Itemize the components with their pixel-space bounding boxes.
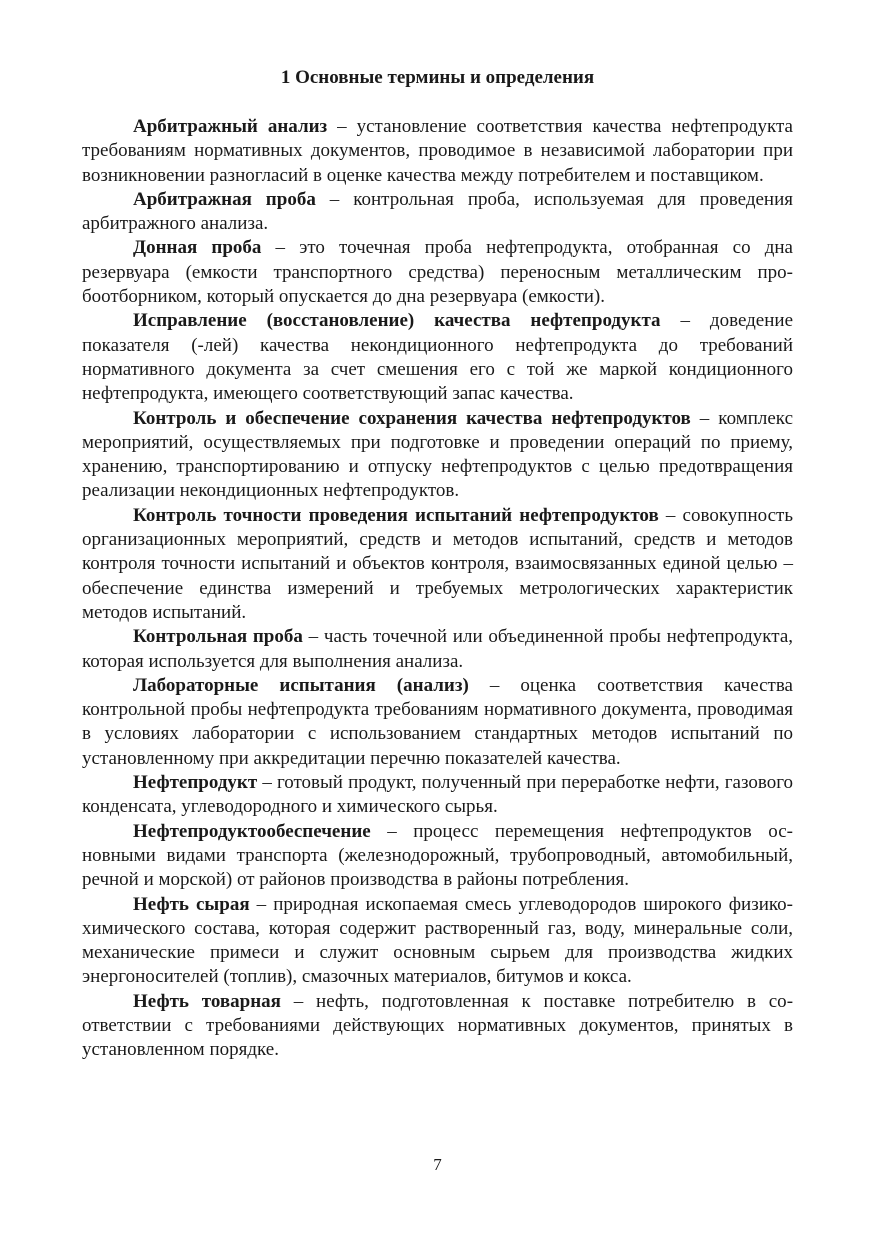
term-definition: установление соответствия качества нефтепродукта требованиям нормативных документов, проводимое в независимой лаборатории при возникновении разногласий в оценке качества между потребителем и поставщиком. bbox=[82, 116, 793, 186]
term-name: Контрольная проба bbox=[133, 626, 303, 648]
term-name: Контроль и обеспечение сохранения качества нефтепродуктов bbox=[133, 407, 691, 429]
term-separator: – bbox=[315, 188, 354, 210]
term-definition: контрольная проба, используемая для проведения арбитражного анализа. bbox=[82, 188, 793, 235]
term-name: Нефтепродукт bbox=[133, 772, 258, 794]
term-name: Арбитражная проба bbox=[133, 188, 316, 210]
term-separator: – bbox=[257, 772, 277, 794]
term-separator: – bbox=[660, 310, 710, 332]
term-definition: готовый продукт, полученный при переработке нефти, газового конденсата, углеводородного и химического сырья. bbox=[82, 772, 794, 818]
term-name: Нефтепродуктообеспечение bbox=[133, 820, 371, 842]
term-name: Контроль точности проведения испытаний нефтепродуктов bbox=[133, 504, 659, 526]
term-definition: совокупность организационных мероприятий, средств и методов испытаний, средств и методов контроля точности испытаний и объектов контроля, взаимосвязанных единой целью – обеспечение единства измерений и требуемых метрологических характеристик методов испытаний. bbox=[82, 504, 793, 623]
term-name: Лабораторные испытания (анализ) bbox=[133, 674, 469, 696]
term-entry bbox=[82, 407, 793, 504]
term-entry bbox=[82, 625, 793, 674]
term-entry bbox=[82, 990, 793, 1063]
term-definition: природная ископаемая смесь углеводородов широкого физико-химического состава, которая содержит растворенный газ, воду, минеральные соли, механические примеси и служит основным сырьем для производства жидких энергоносителей (топлив), смазочных материалов, битумов и кокса. bbox=[82, 893, 793, 988]
term-separator: – bbox=[249, 893, 274, 915]
term-entry bbox=[82, 188, 793, 237]
term-separator: – bbox=[468, 674, 521, 696]
term-entry bbox=[82, 115, 793, 188]
term-separator: – bbox=[370, 820, 414, 842]
terms-list bbox=[82, 115, 793, 1063]
section-title: 1 Основные термины и определения bbox=[280, 67, 595, 88]
term-definition: процесс перемещения нефтепродуктов основными видами транспорта (железнодорожный, трубопроводный, автомобильный, речной и морской) от районов производства в районы потребления. bbox=[82, 820, 793, 891]
term-separator: – bbox=[658, 504, 683, 526]
term-name: Исправление (восстановление) качества нефтепродукта bbox=[133, 310, 661, 332]
term-name: Донная проба bbox=[133, 237, 262, 259]
page-number: 7 bbox=[433, 1155, 442, 1174]
term-name: Арбитражный анализ bbox=[133, 116, 328, 137]
term-separator: – bbox=[261, 237, 300, 259]
term-definition: нефть, подготовленная к поставке потребителю в соответствии с требованиями действующих нормативных документов, принятых в установленном порядке. bbox=[82, 990, 794, 1061]
term-separator: – bbox=[302, 626, 324, 648]
term-separator: – bbox=[690, 407, 719, 429]
term-entry bbox=[82, 771, 793, 820]
term-definition: оценка соответствия качества контрольной пробы нефтепродукта требованиям нормативного документа, проводимая в условиях лаборатории с использованием стандартных методов испытаний по установленному при аккредитации перечню показателей качества. bbox=[82, 674, 793, 769]
term-definition: это точечная проба нефтепродукта, отобранная со дна резервуара (емкости транспортного средства) переносным металлическим пробоотборником, который опускается до дна резервуара (емкости). bbox=[82, 237, 793, 308]
term-separator: – bbox=[280, 990, 317, 1012]
term-definition: комплекс мероприятий, осуществляемых при подготовке и проведении операций по приему, хранению, транспортированию и отпуску нефтепродуктов с целью предотвращения реализации некондиционных нефтепродуктов. bbox=[82, 407, 793, 502]
term-name: Нефть сырая bbox=[133, 893, 250, 915]
term-entry bbox=[82, 820, 793, 893]
term-entry bbox=[82, 674, 793, 771]
term-entry bbox=[82, 893, 793, 990]
term-name: Нефть товарная bbox=[133, 990, 281, 1012]
term-separator: – bbox=[327, 116, 357, 137]
term-entry bbox=[82, 309, 793, 406]
term-entry bbox=[82, 236, 793, 309]
term-definition: доведение показателя (-лей) качества некондиционного нефтепродукта до требований нормативного документа за счет смешения его с той же маркой кондиционного нефтепродукта, имеющего соответствующий запас качества. bbox=[82, 310, 794, 405]
term-definition: часть точечной или объединенной пробы нефтепродукта, которая используется для выполнения анализа. bbox=[82, 626, 793, 672]
term-entry bbox=[82, 504, 793, 625]
